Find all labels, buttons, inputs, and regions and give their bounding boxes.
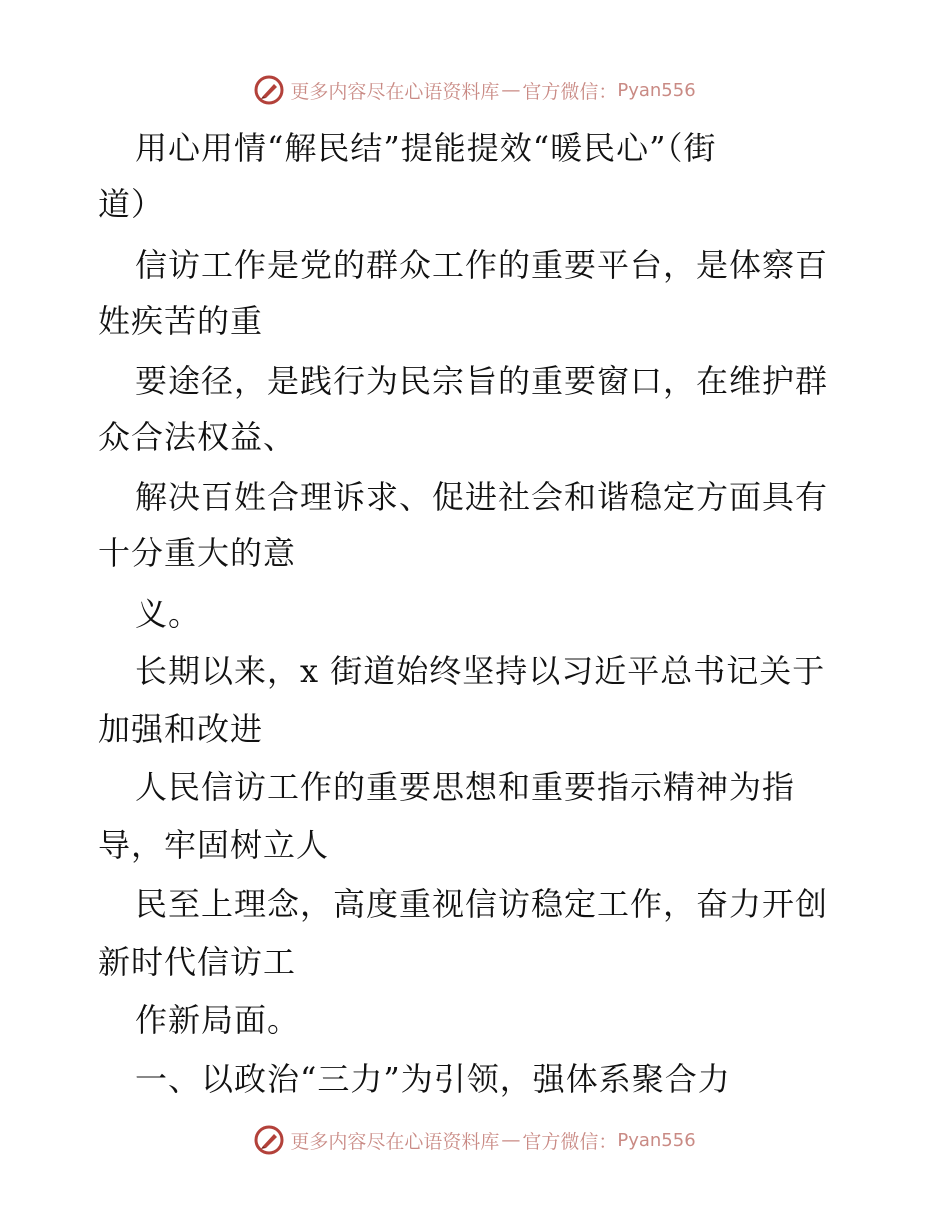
text-line: 众合法权益、: [98, 418, 297, 456]
title-line-2: 道）: [98, 185, 165, 223]
watermark-id: Pyan556: [617, 79, 696, 101]
watermark-id: Pyan556: [617, 1129, 696, 1151]
watermark-separator: —: [501, 79, 521, 101]
watermark-text: 更多内容尽在心语资料库: [290, 80, 500, 103]
section-heading: 一、以政治“三力”为引领，强体系聚合力: [135, 1060, 731, 1098]
title-line-1: 用心用情“解民结”提能提效“暖民心”（街: [135, 129, 717, 167]
footer-watermark: [0, 1120, 950, 1160]
text-line: 信访工作是党的群众工作的重要平台，是体察百: [135, 246, 829, 284]
text-line: 姓疾苦的重: [98, 302, 264, 340]
text-line: 作新局面。: [135, 1001, 301, 1039]
watermark-label: 官方微信：: [522, 80, 618, 103]
text-line: 民至上理念，高度重视信访稳定工作，奋力开创: [135, 885, 829, 923]
text-line: 长期以来，x 街道始终坚持以习近平总书记关于: [135, 652, 826, 690]
text-line: 要途径，是践行为民宗旨的重要窗口，在维护群: [135, 362, 829, 400]
watermark-text: 更多内容尽在心语资料库: [290, 1130, 500, 1153]
text-line: 导，牢固树立人: [98, 826, 330, 864]
watermark-separator: —: [501, 1129, 521, 1151]
watermark-label: 官方微信：: [522, 1130, 618, 1153]
text-line: 十分重大的意: [98, 534, 297, 572]
text-line: 解决百姓合理诉求、促进社会和谐稳定方面具有: [135, 478, 829, 516]
text-line: 义。: [135, 595, 202, 633]
pen-logo-icon: [254, 1125, 284, 1155]
text-line: 新时代信访工: [98, 943, 297, 981]
text-line: 加强和改进: [98, 710, 264, 748]
text-line: 人民信访工作的重要思想和重要指示精神为指: [135, 768, 796, 806]
